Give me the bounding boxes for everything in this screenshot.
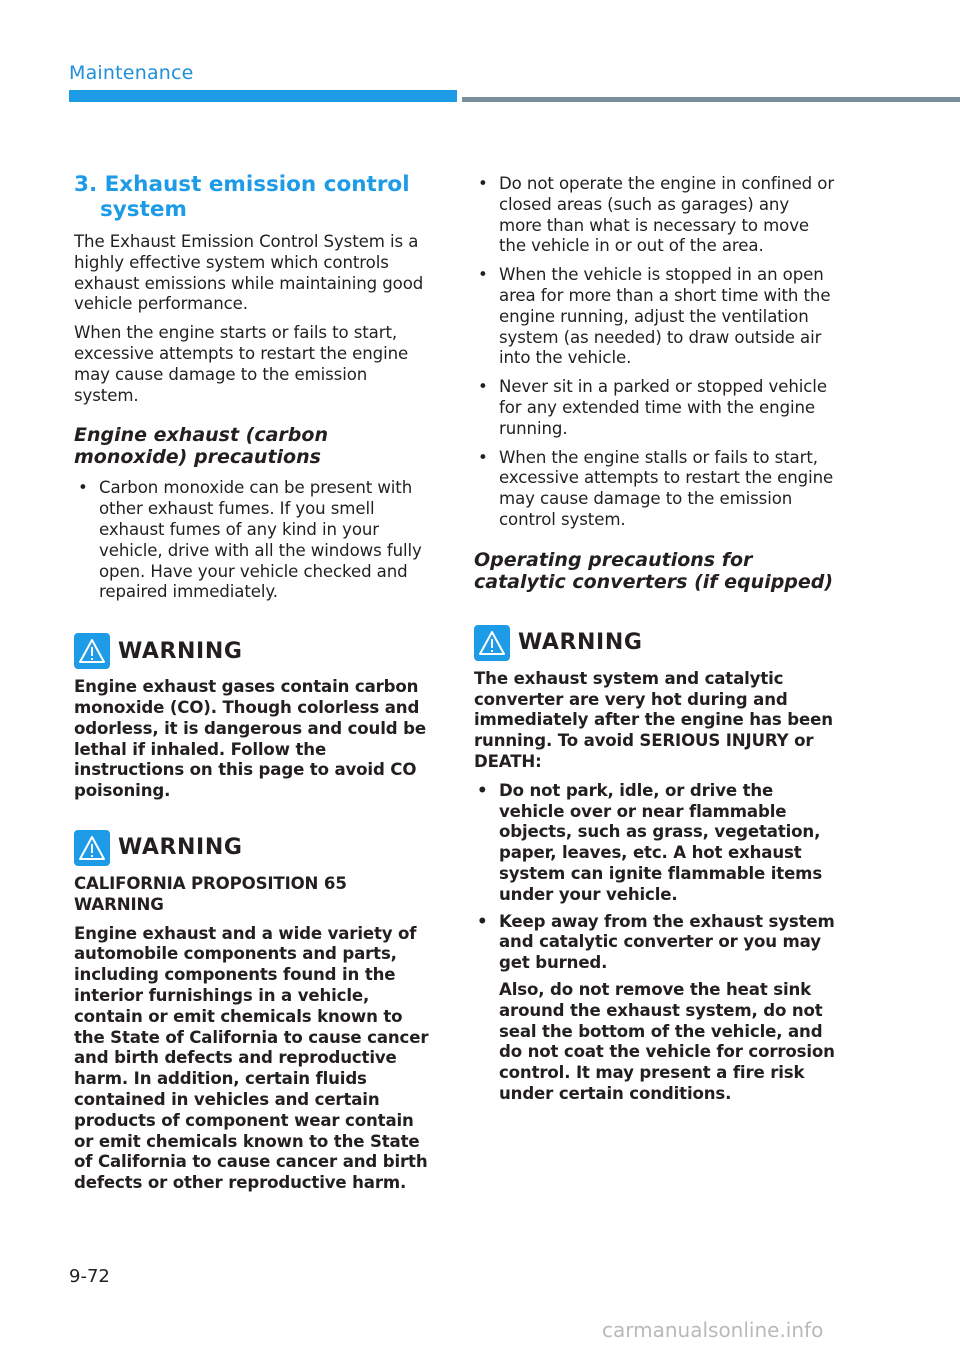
warning-label: WARNING	[118, 835, 243, 861]
left-column	[74, 172, 436, 1202]
bullet-icon: •	[478, 265, 488, 285]
section-title: 3. Exhaust emission control system	[74, 172, 410, 222]
warning-header	[74, 633, 436, 669]
warning-label: WARNING	[118, 638, 243, 664]
list-item-text: Keep away from the exhaust system and catalytic converter or you may get burned.	[499, 911, 835, 973]
list-item	[474, 265, 836, 369]
warning-triangle-icon	[474, 625, 510, 661]
list-item-text: When the vehicle is stopped in an open area for more than a short time with the engine running, adjust the ventilation system (as needed) to draw outside air into the vehicle.	[499, 265, 831, 368]
header-section-title: Maintenance	[69, 62, 194, 84]
bullet-icon: •	[477, 780, 488, 800]
list-item	[474, 781, 836, 906]
list-item	[474, 174, 836, 257]
list-item-text: Do not operate the engine in confined or closed areas (such as garages) any more than what is necessary to move the vehicle in or out of the area.	[499, 174, 835, 256]
intro-paragraph: The Exhaust Emission Control System is a highly effective system which controls exhaust emissions while maintaining good vehicle performance.	[74, 232, 424, 314]
warning-header	[74, 830, 436, 866]
restart-paragraph: When the engine starts or fails to start, excessive attempts to restart the engine may cause damage to the emission system.	[74, 323, 409, 405]
bullet-icon: •	[478, 174, 488, 193]
bullet-icon: •	[78, 478, 88, 498]
warning-header	[474, 625, 836, 661]
list-item-text: Carbon monoxide can be present with other exhaust fumes. If you smell exhaust fumes of any kind in your vehicle, drive with all the windows fully open. Have your vehicle checked and repaired immediately.	[99, 478, 422, 602]
warning-text: Engine exhaust and a wide variety of automobile components and parts, including components found in the interior furnishings in a vehicle, contain or emit chemicals known to the State of California to cause cancer and birth defects and reproductive harm. In addition, certain fluids contained in vehicles and certain products of component wear contain or emit chemicals known to the State of California to cause cancer and birth defects or other reproductive harm.	[74, 923, 429, 1193]
list-item	[74, 478, 436, 603]
catalytic-converter-heading: Operating precautions for catalytic converters (if equipped)	[474, 548, 834, 593]
list-item	[474, 448, 836, 531]
bullet-icon: •	[478, 377, 488, 397]
header-rule	[462, 97, 960, 102]
list-item	[474, 912, 836, 974]
page-number: 9-72	[69, 1266, 110, 1287]
bullet-icon: •	[478, 447, 488, 467]
warning-text: Engine exhaust gases contain carbon monoxide (CO). Though colorless and odorless, it is dangerous and could be lethal if inhaled. Follow the instructions on this page to avoid CO poisoning.	[74, 677, 426, 801]
list-item	[474, 377, 836, 439]
right-column	[474, 174, 836, 1105]
bullet-icon: •	[477, 911, 488, 931]
warning-heading: CALIFORNIA PROPOSITION 65 WARNING	[74, 873, 347, 914]
co-precautions-heading: Engine exhaust (carbon monoxide) precautions	[74, 424, 328, 469]
warning-label: WARNING	[518, 630, 643, 656]
warning-triangle-icon	[74, 830, 110, 866]
list-item-text: Never sit in a parked or stopped vehicle for any extended time with the engine running.	[499, 377, 827, 438]
warning-intro: The exhaust system and catalytic converter are very hot during and immediately after the engine has been running. To avoid SERIOUS INJURY or DEATH:	[474, 668, 833, 771]
warning-continuation: Also, do not remove the heat sink around the exhaust system, do not seal the bottom of the vehicle, and do not coat the vehicle for corrosion control. It may present a fire risk under certain conditions.	[499, 979, 835, 1103]
warning-triangle-icon	[74, 633, 110, 669]
list-item-text: When the engine stalls or fails to start, excessive attempts to restart the engine may cause damage to the emission control system.	[499, 447, 834, 529]
watermark: carmanualsonline.info	[602, 1318, 824, 1342]
list-item-text: Do not park, idle, or drive the vehicle over or near flammable objects, such as grass, vegetation, paper, leaves, etc. A hot exhaust system can ignite flammable items under your vehicle.	[499, 780, 823, 904]
header-accent-bar	[69, 90, 457, 102]
